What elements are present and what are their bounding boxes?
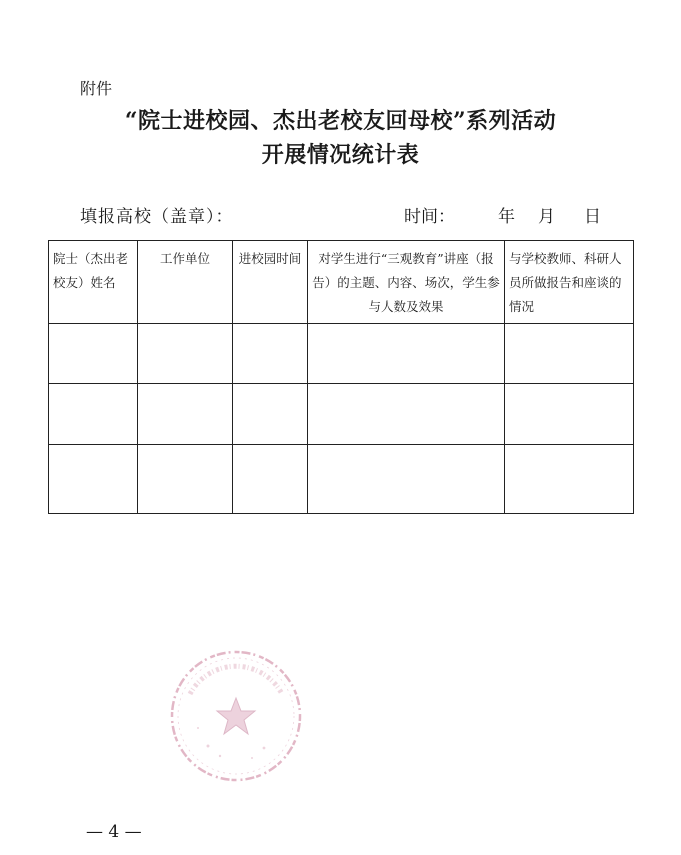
document-title-line2: 开展情况统计表 xyxy=(261,142,420,168)
table-row xyxy=(49,384,634,445)
day-label: 日 xyxy=(584,207,601,227)
table-cell[interactable] xyxy=(138,445,233,514)
table-cell[interactable] xyxy=(233,324,308,384)
header-visit-time: 进校园时间 xyxy=(233,241,308,324)
table-cell[interactable] xyxy=(308,445,505,514)
school-seal-label: 填报高校（盖章）： xyxy=(80,207,234,227)
document-title-line1: “院士进校园、杰出老校友回母校”系列活动 xyxy=(124,108,557,134)
header-name: 院士（杰出老校友）姓名 xyxy=(49,241,138,324)
table-cell[interactable] xyxy=(308,324,505,384)
table-cell[interactable] xyxy=(505,384,634,445)
official-seal xyxy=(168,648,304,784)
year-label: 年 xyxy=(498,207,515,227)
table-cell[interactable] xyxy=(138,324,233,384)
attachment-label: 附件 xyxy=(80,79,113,98)
table-cell[interactable] xyxy=(505,324,634,384)
page-number: — 4 — xyxy=(86,822,142,842)
table-row xyxy=(49,324,634,384)
table-cell[interactable] xyxy=(49,384,138,445)
table-header-row xyxy=(49,241,634,324)
table-cell[interactable] xyxy=(49,445,138,514)
table-cell[interactable] xyxy=(49,324,138,384)
star-seal-icon xyxy=(168,648,304,784)
table-cell[interactable] xyxy=(138,384,233,445)
table-row xyxy=(49,445,634,514)
table-cell[interactable] xyxy=(233,445,308,514)
table-cell[interactable] xyxy=(505,445,634,514)
header-work-unit: 工作单位 xyxy=(138,241,233,324)
statistics-table xyxy=(48,240,634,514)
table-cell[interactable] xyxy=(308,384,505,445)
time-label: 时间： xyxy=(404,207,455,227)
header-faculty-talks: 与学校教师、科研人员所做报告和座谈的情况 xyxy=(505,241,634,324)
header-lecture-content: 对学生进行“三观教育”讲座（报告）的主题、内容、场次，学生参与人数及效果 xyxy=(308,241,505,324)
table-cell[interactable] xyxy=(233,384,308,445)
month-label: 月 xyxy=(538,207,555,227)
